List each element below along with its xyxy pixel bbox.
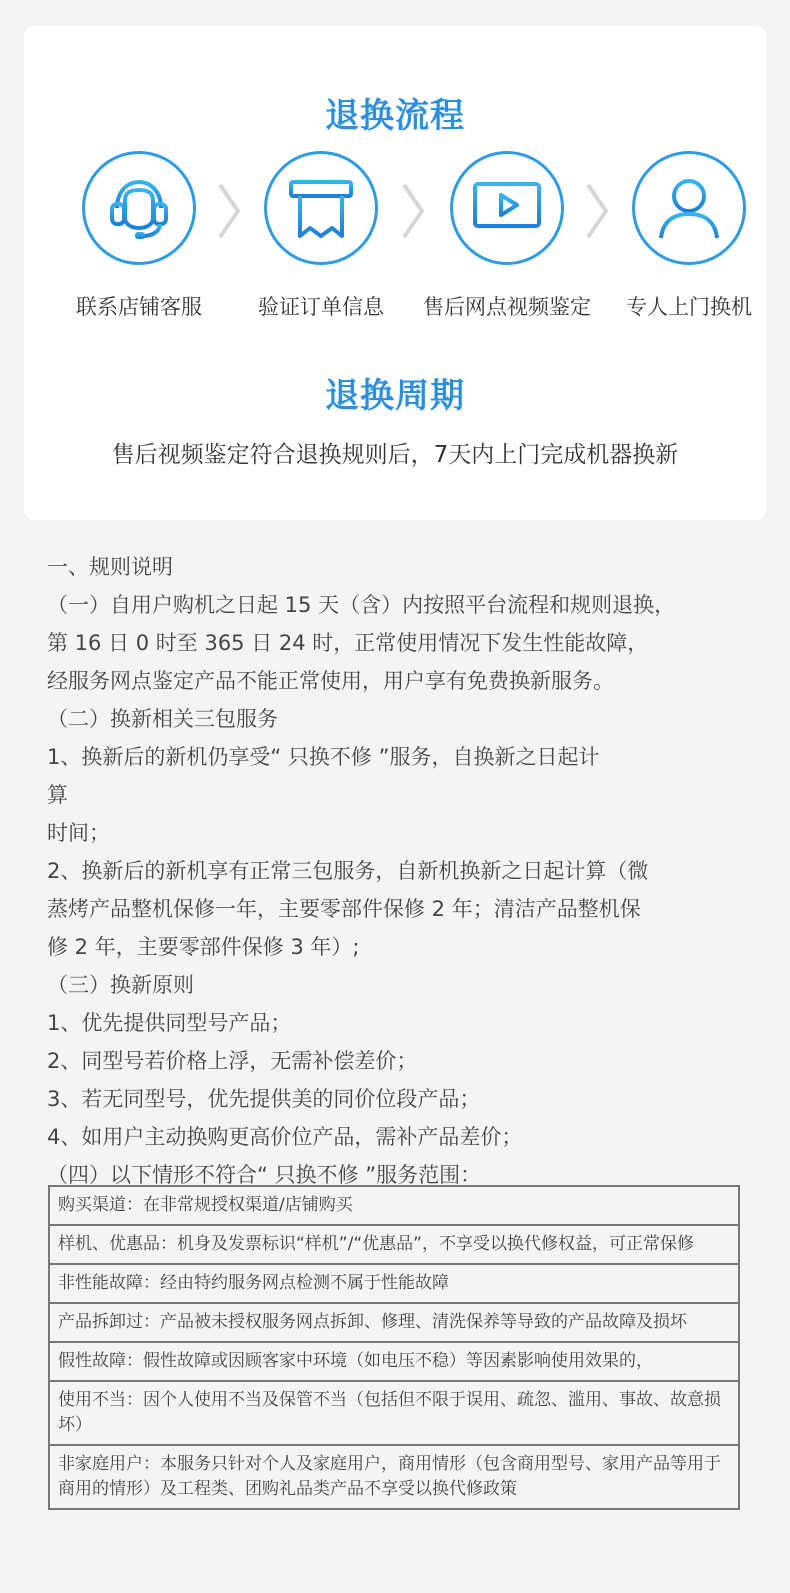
rules-heading: 一、规则说明	[47, 555, 173, 579]
table-row	[49, 1303, 739, 1342]
receipt-icon	[283, 170, 359, 246]
step-circle	[264, 151, 378, 265]
exclusions-table	[48, 1185, 740, 1510]
step-label: 联系店铺客服	[76, 295, 202, 319]
step-circle	[82, 151, 196, 265]
rule-text: 2、换新后的新机享有正常三包服务，自新机换新之日起计算（微	[47, 859, 649, 883]
step-label: 专人上门换机	[626, 295, 752, 319]
rule-text: 蒸烤产品整机保修一年，主要零部件保修 2 年；清洁产品整机保	[47, 897, 641, 921]
rule-text: 时间；	[47, 821, 110, 845]
step-contact-service	[52, 151, 232, 331]
step-circle	[632, 151, 746, 265]
person-icon	[651, 170, 727, 246]
rule-text: 第 16 日 0 时至 365 日 24 时，正常使用情况下发生性能故障，	[47, 631, 649, 655]
step-label: 售后网点视频鉴定	[423, 295, 591, 319]
cycle-title: 退换周期	[325, 376, 465, 416]
step-verify-order	[234, 151, 414, 331]
rule-text: 3、若无同型号，优先提供美的同价位段产品；	[47, 1087, 481, 1111]
step-video-appraisal	[420, 151, 600, 331]
table-cell: 假性故障：假性故障或因顾客家中环境（如电压不稳）等因素影响使用效果的，	[49, 1342, 739, 1381]
process-card	[24, 26, 766, 520]
rule-subheading: （二）换新相关三包服务	[47, 707, 278, 731]
video-play-icon	[469, 170, 545, 246]
rule-text: 4、如用户主动换购更高价位产品，需补产品差价；	[47, 1125, 523, 1149]
rule-text: 1、优先提供同型号产品；	[47, 1011, 292, 1035]
rule-subheading: （三）换新原则	[47, 973, 194, 997]
rule-text: 2、同型号若价格上浮，无需补偿差价；	[47, 1049, 418, 1073]
table-row	[49, 1342, 739, 1381]
rule-text: 修 2 年，主要零部件保修 3 年）;	[47, 935, 360, 959]
table-row	[49, 1264, 739, 1303]
rule-subheading: （四）以下情形不符合“ 只换不修 ”服务范围：	[47, 1163, 482, 1187]
step-circle	[450, 151, 564, 265]
step-label: 验证订单信息	[258, 295, 384, 319]
table-cell: 非家庭用户：本服务只针对个人及家庭用户，商用情形（包含商用型号、家用产品等用于商用的情形）及工程类、团购礼品类产品不享受以换代修政策	[49, 1445, 739, 1509]
step-onsite-exchange	[602, 151, 782, 331]
table-row	[49, 1225, 739, 1264]
cycle-text: 售后视频鉴定符合退换规则后，7天内上门完成机器换新	[111, 442, 679, 468]
rule-text: （一）自用户购机之日起 15 天（含）内按照平台流程和规则退换，	[47, 593, 676, 617]
table-row	[49, 1186, 739, 1225]
table-cell: 产品拆卸过：产品被未授权服务网点拆卸、修理、清洗保养等导致的产品故障及损坏	[49, 1303, 739, 1342]
table-cell: 非性能故障：经由特约服务网点检测不属于性能故障	[49, 1264, 739, 1303]
rules-section	[47, 548, 747, 1194]
rule-text: 1、换新后的新机仍享受“ 只换不修 ”服务，自换新之日起计	[47, 745, 600, 769]
table-row	[49, 1445, 739, 1509]
table-cell: 使用不当：因个人使用不当及保管不当（包括但不限于误用、疏忽、滥用、事故、故意损坏）	[49, 1381, 739, 1445]
headset-icon	[101, 170, 177, 246]
process-title: 退换流程	[325, 96, 465, 136]
rule-text: 经服务网点鉴定产品不能正常使用，用户享有免费换新服务。	[47, 669, 614, 693]
rule-text: 算	[47, 783, 68, 807]
table-row	[49, 1381, 739, 1445]
table-cell: 样机、优惠品：机身及发票标识“样机”/“优惠品”，不享受以换代修权益，可正常保修	[49, 1225, 739, 1264]
table-cell: 购买渠道：在非常规授权渠道/店铺购买	[49, 1186, 739, 1225]
process-steps	[24, 151, 766, 331]
